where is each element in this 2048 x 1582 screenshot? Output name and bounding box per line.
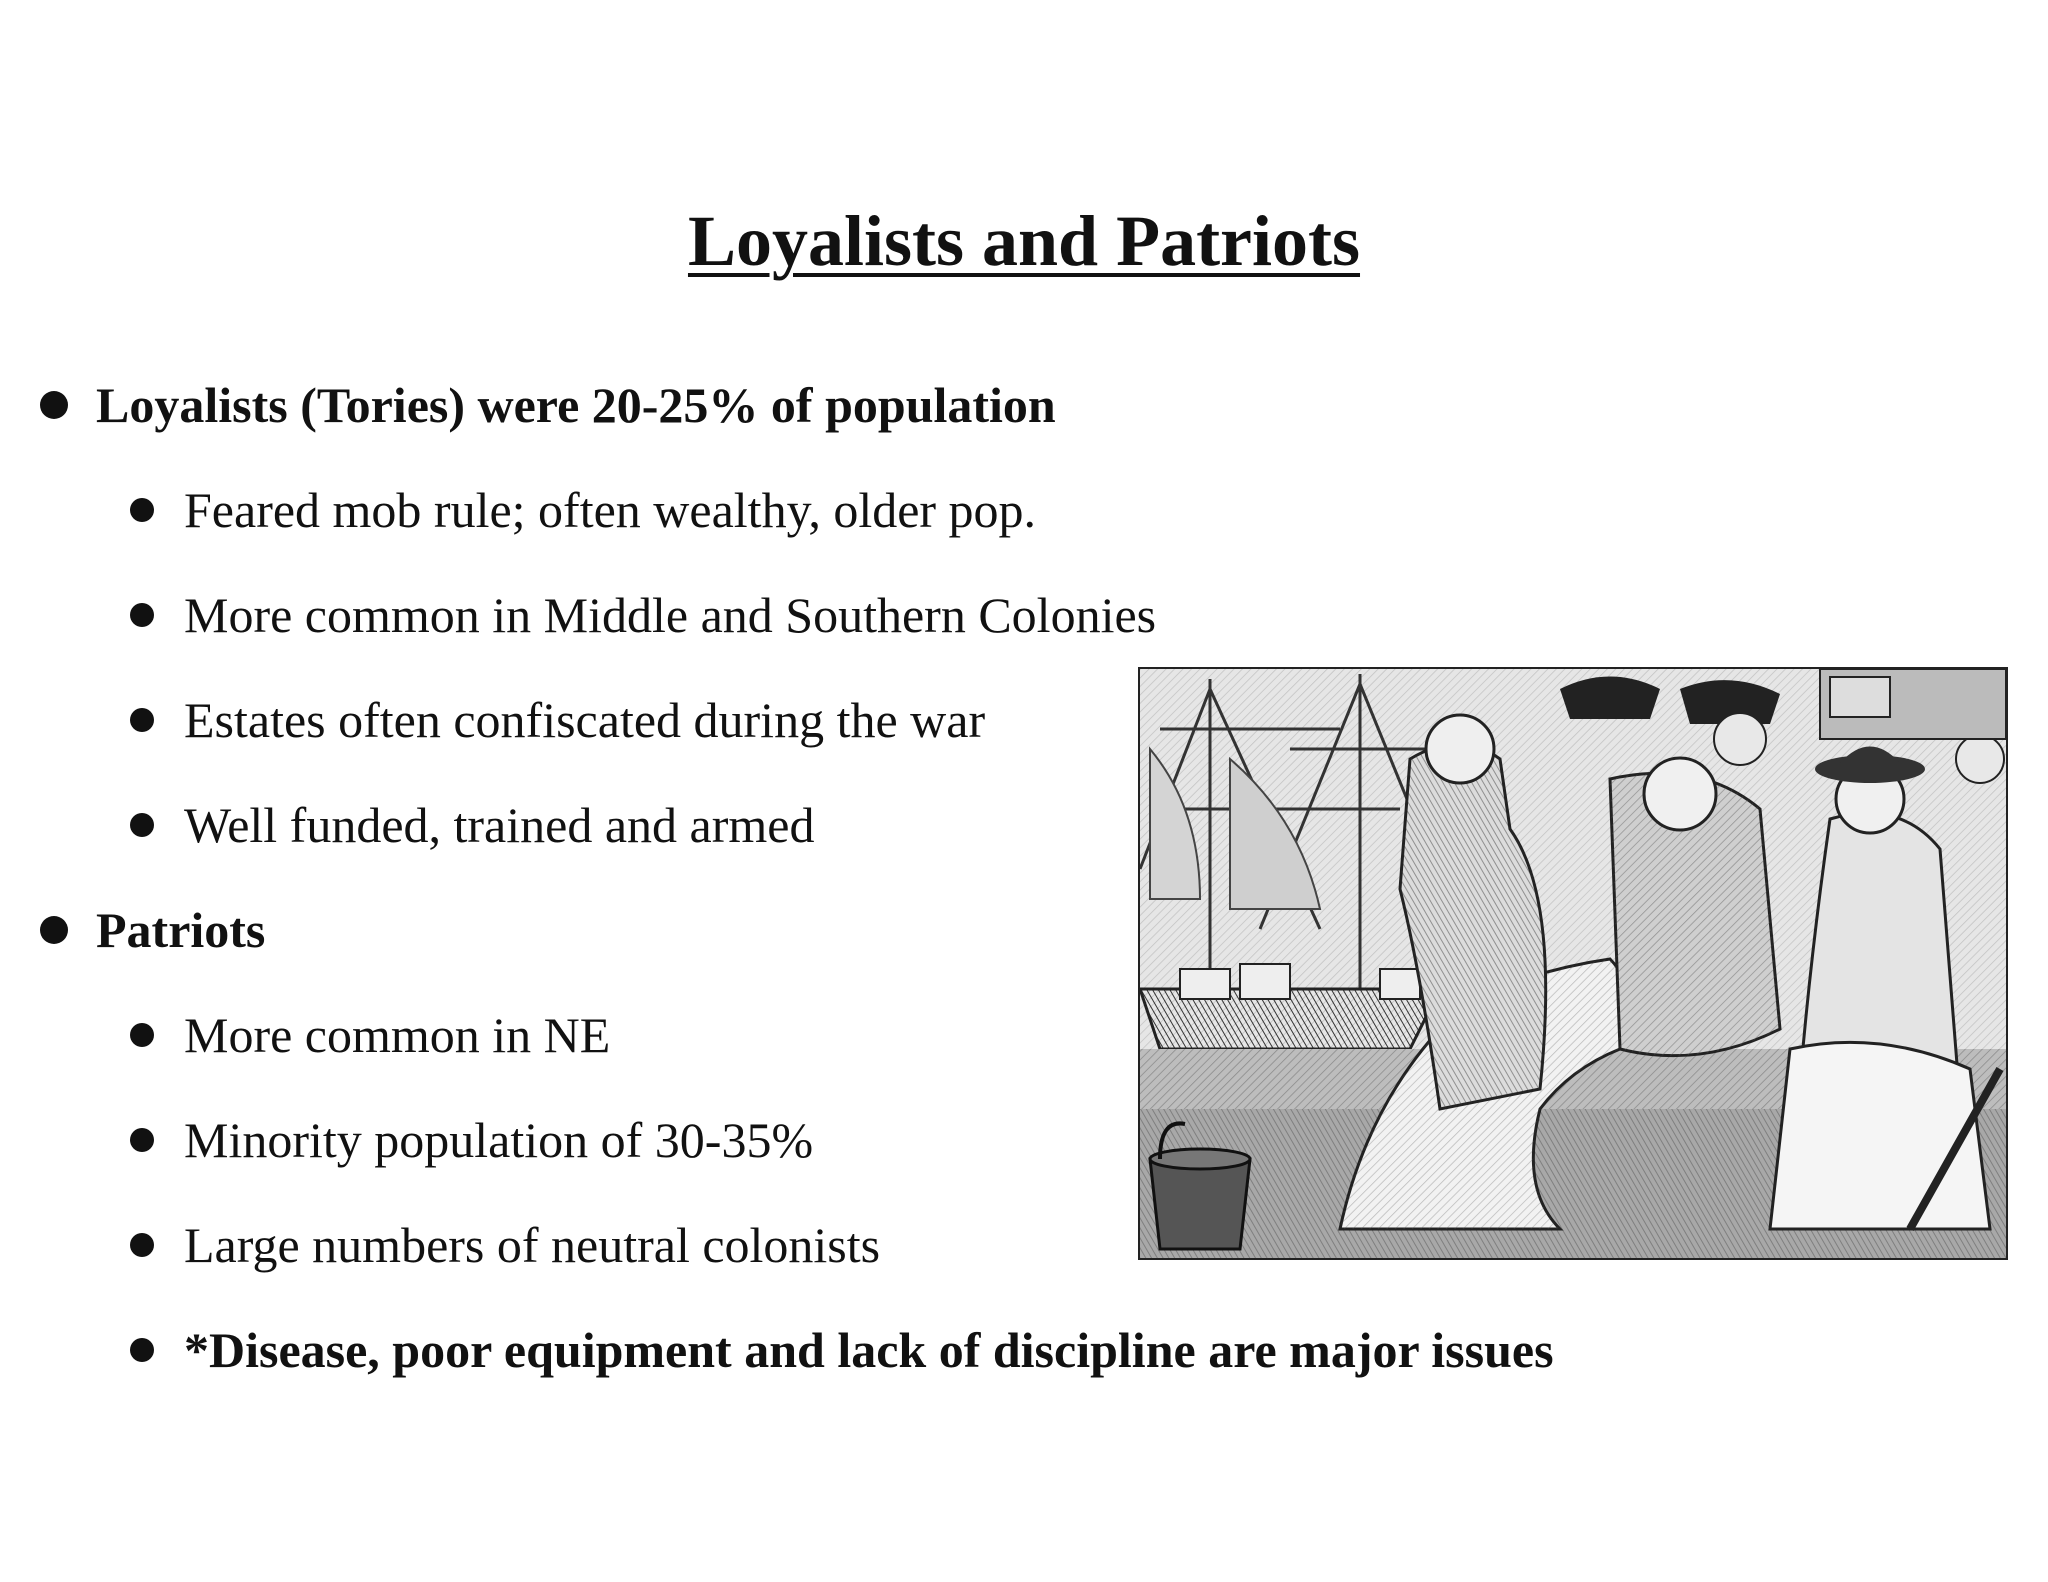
emphasis-bullet-text: *Disease, poor equipment and lack of discipline are major issues xyxy=(184,1322,1554,1378)
sub-bullet xyxy=(130,1007,611,1063)
bullet-text: Patriots xyxy=(96,902,266,958)
bullet-text: Loyalists (Tories) were 20-25% of population xyxy=(96,377,1056,433)
sub-bullet xyxy=(130,482,1037,538)
bullet-dot-icon xyxy=(40,391,68,419)
sub-bullet xyxy=(130,692,986,748)
sub-bullet-text: Large numbers of neutral colonists xyxy=(184,1217,881,1273)
bullet-dot-icon xyxy=(130,1023,154,1047)
bullet-dot-icon xyxy=(130,1338,154,1362)
sub-bullet-text: Well funded, trained and armed xyxy=(184,797,815,853)
emphasis-bullet xyxy=(130,1322,1554,1378)
bullet-dot-icon xyxy=(40,916,68,944)
sub-bullet xyxy=(130,587,1157,643)
bullet-dot-icon xyxy=(130,498,154,522)
illustration-drawing xyxy=(1140,669,2006,1258)
sub-bullet-text: Estates often confiscated during the war xyxy=(184,692,986,748)
sub-bullet xyxy=(130,1112,814,1168)
engraving-tarring-and-feathering-illustration xyxy=(1138,667,2008,1260)
sub-bullet-text: More common in Middle and Southern Colonies xyxy=(184,587,1157,643)
sub-bullet-text: Minority population of 30-35% xyxy=(184,1112,814,1168)
slide-title: Loyalists and Patriots xyxy=(687,201,1361,281)
sub-bullet-text: Feared mob rule; often wealthy, older pop. xyxy=(184,482,1037,538)
bullet-patriots xyxy=(40,902,266,958)
bullet-dot-icon xyxy=(130,603,154,627)
bullet-dot-icon xyxy=(130,1233,154,1257)
bullet-loyalists xyxy=(40,377,1056,433)
sub-bullet-text: More common in NE xyxy=(184,1007,611,1063)
bullet-dot-icon xyxy=(130,708,154,732)
sub-bullet xyxy=(130,1217,881,1273)
bullet-dot-icon xyxy=(130,1128,154,1152)
sub-bullet xyxy=(130,797,815,853)
bullet-dot-icon xyxy=(130,813,154,837)
